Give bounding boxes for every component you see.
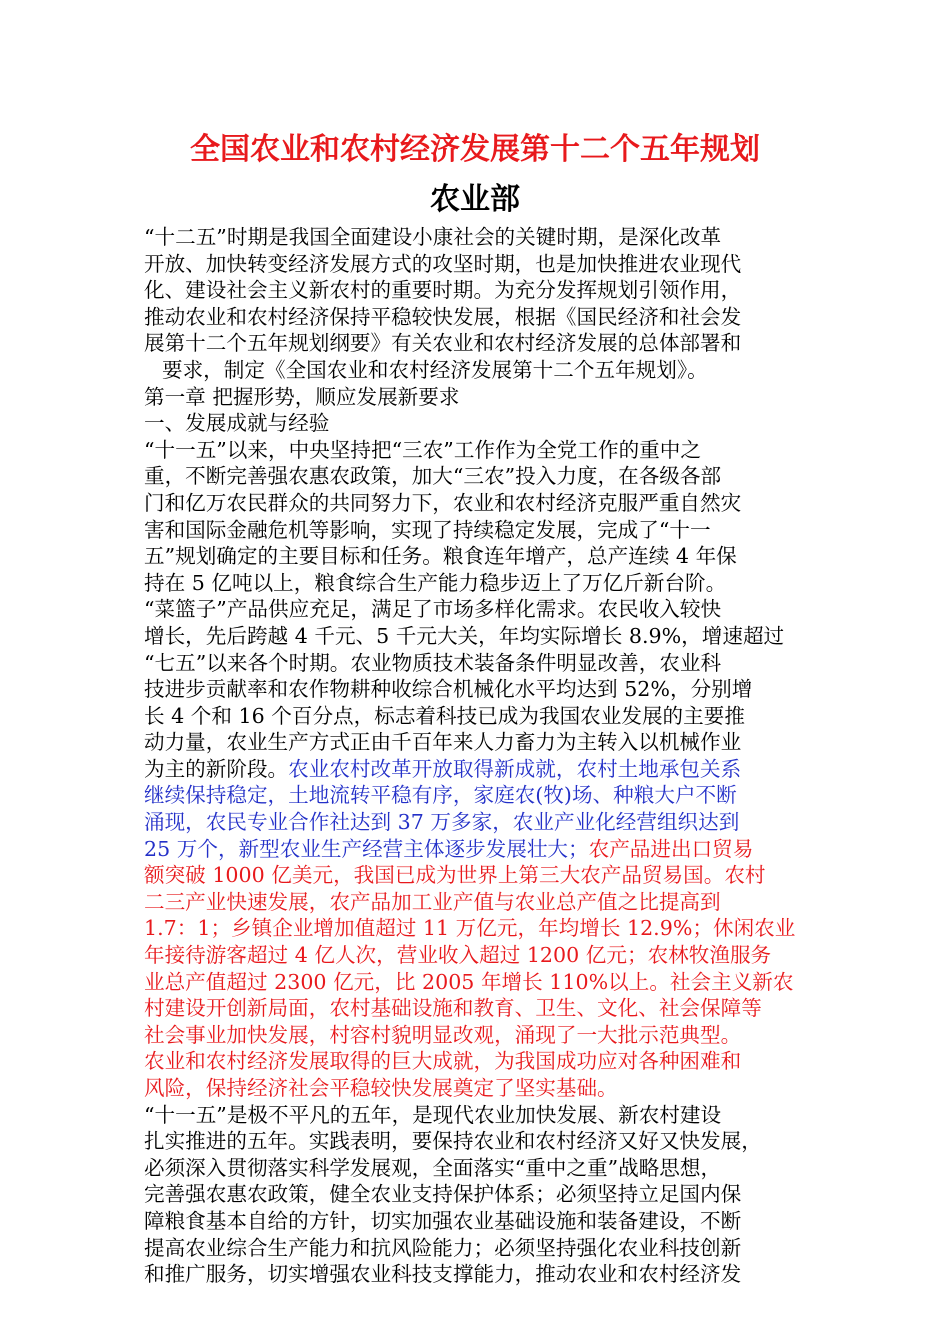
body-line: 化、建设社会主义新农村的重要时期。为充分发挥规划引领作用， xyxy=(144,278,742,303)
body-line xyxy=(144,836,812,863)
body-line: “十二五”时期是我国全面建设小康社会的关键时期，是深化改革 xyxy=(144,225,722,249)
body-line-segment: 25 万个，新型农业生产经营主体逐步发展壮大； xyxy=(144,836,589,861)
body-line: 五”规划确定的主要目标和任务。粮食连年增产，总产连续 4 年保 xyxy=(144,544,737,569)
body-line: 第一章 把握形势，顺应发展新要求 xyxy=(144,384,460,409)
body-line: 1.7：1；乡镇企业增加值超过 11 万亿元，年均增长 12.9%；休闲农业 xyxy=(144,916,796,941)
body-line: 额突破 1000 亿美元，我国已成为世界上第三大农产品贸易国。农村 xyxy=(144,863,766,888)
body-line-segment: 农产品进出口贸易 xyxy=(588,836,754,861)
body-line: 必须深入贯彻落实科学发展观，全面落实“重中之重”战略思想， xyxy=(144,1155,722,1180)
body-line: 涌现，农民专业合作社达到 37 万多家，农业产业化经营组织达到 xyxy=(144,810,740,835)
body-line: 扎实推进的五年。实践表明，要保持农业和农村经济又好又快发展， xyxy=(144,1129,762,1154)
document-author: 农业部 xyxy=(430,182,520,217)
body-line-segment: 为主的新阶段。 xyxy=(144,756,289,781)
body-line: 害和国际金融危机等影响，实现了持续稳定发展，完成了“十一 xyxy=(144,517,711,542)
document-title: 全国农业和农村经济发展第十二个五年规划 xyxy=(190,132,760,167)
body-line: “十一五”是极不平凡的五年，是现代农业加快发展、新农村建设 xyxy=(144,1102,722,1127)
body-line: “十一五”以来，中央坚持把“三农”工作作为全党工作的重中之 xyxy=(144,437,701,462)
body-line: 村建设开创新局面，农村基础设施和教育、卫生、文化、社会保障等 xyxy=(144,996,762,1021)
body-line: “菜篮子”产品供应充足，满足了市场多样化需求。农民收入较快 xyxy=(144,597,722,622)
document-body xyxy=(144,224,812,1288)
body-line: 要求，制定《全国农业和农村经济发展第十二个五年规划》。 xyxy=(162,357,708,382)
body-line: 持在 5 亿吨以上，粮食综合生产能力稳步迈上了万亿斤新台阶。 xyxy=(144,570,727,595)
body-line: 展第十二个五年规划纲要》有关农业和农村经济发展的总体部署和 xyxy=(144,331,742,356)
body-line: 动力量，农业生产方式正由千百年来人力畜力为主转入以机械作业 xyxy=(144,730,742,755)
body-line: 障粮食基本自给的方针，切实加强农业基础设施和装备建设，不断 xyxy=(144,1208,742,1233)
body-line: 社会事业加快发展，村容村貌明显改观，涌现了一大批示范典型。 xyxy=(144,1022,742,1047)
body-line: 继续保持稳定，土地流转平稳有序，家庭农(牧)场、种粮大户不断 xyxy=(144,783,737,808)
body-line: 重，不断完善强农惠农政策，加大“三农”投入力度，在各级各部 xyxy=(144,464,722,489)
body-line: “七五”以来各个时期。农业物质技术装备条件明显改善，农业科 xyxy=(144,650,722,675)
body-line: 完善强农惠农政策，健全农业支持保护体系；必须坚持立足国内保 xyxy=(144,1182,742,1207)
body-line: 推动农业和农村经济保持平稳较快发展，根据《国民经济和社会发 xyxy=(144,304,742,329)
body-line xyxy=(144,756,812,783)
body-line: 开放、加快转变经济发展方式的攻坚时期，也是加快推进农业现代 xyxy=(144,251,742,276)
body-line: 和推广服务，切实增强农业科技支撑能力，推动农业和农村经济发 xyxy=(144,1262,742,1287)
body-line: 年接待游客超过 4 亿人次，营业收入超过 1200 亿元；农林牧渔服务 xyxy=(144,943,772,968)
body-line: 技进步贡献率和农作物耕种收综合机械化水平均达到 52%，分别增 xyxy=(144,677,753,702)
body-line: 长 4 个和 16 个百分点，标志着科技已成为我国农业发展的主要推 xyxy=(144,703,745,728)
body-line: 农业和农村经济发展取得的巨大成就，为我国成功应对各种困难和 xyxy=(144,1049,742,1074)
body-line: 二三产业快速发展，农产品加工业产值与农业总产值之比提高到 xyxy=(144,889,721,914)
body-line: 业总产值超过 2300 亿元，比 2005 年增长 110%以上。社会主义新农 xyxy=(144,969,794,994)
body-line: 门和亿万农民群众的共同努力下，农业和农村经济克服严重自然灾 xyxy=(144,490,742,515)
body-line-segment: 农业农村改革开放取得新成就，农村土地承包关系 xyxy=(288,756,742,781)
body-line: 提高农业综合生产能力和抗风险能力；必须坚持强化农业科技创新 xyxy=(144,1235,742,1260)
body-line: 增长，先后跨越 4 千元、5 千元大关，年均实际增长 8.9%，增速超过 xyxy=(144,623,785,648)
body-line: 一、发展成就与经验 xyxy=(144,411,330,436)
body-line: 风险，保持经济社会平稳较快发展奠定了坚实基础。 xyxy=(144,1076,618,1100)
